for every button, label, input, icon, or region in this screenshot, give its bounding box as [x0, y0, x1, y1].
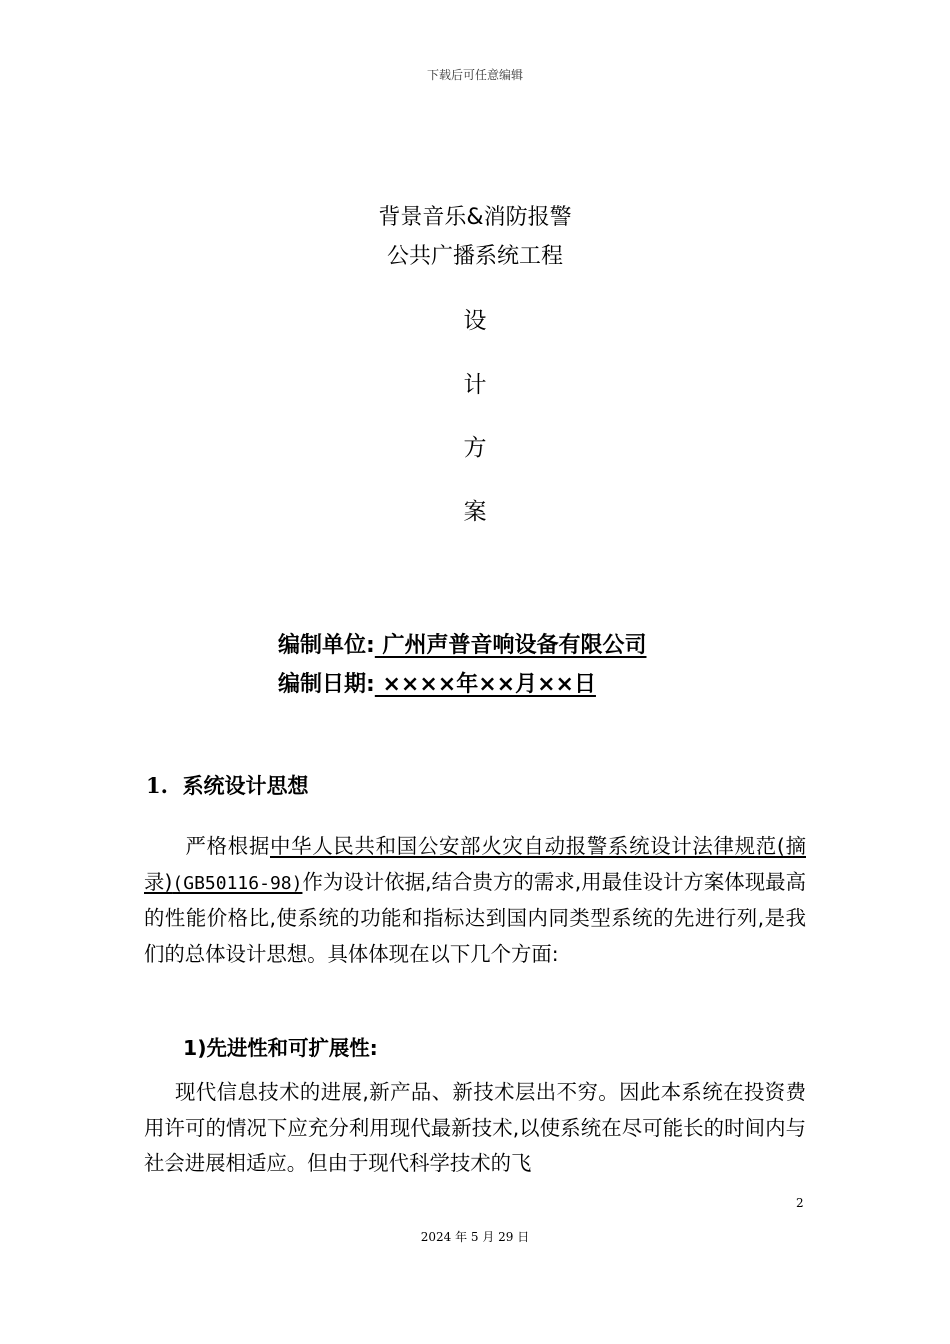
sub-heading-1: 1)先进性和可扩展性:	[183, 1036, 378, 1060]
page-number: 2	[796, 1196, 804, 1210]
meta-date-row	[278, 667, 596, 698]
regulation-code: (GB50116-98)	[172, 872, 303, 894]
meta-date-label: 编制日期:	[278, 672, 375, 697]
paragraph-1	[144, 829, 806, 972]
paragraph-1-body: 作为设计依据,结合贵方的需求,用最佳设计方案体现最高的性能价格比,使系统的功能和指标达到国内同类型系统的先进行列,是我们的总体设计思想。具体体现在以下几个方面:	[144, 869, 806, 966]
footer-date: 2024 年 5 月 29 日	[420, 1230, 530, 1244]
section-title: 系统设计思想	[182, 774, 309, 798]
vertical-title-char-3: 方	[463, 435, 487, 461]
section-number: 1.	[146, 773, 168, 798]
title-line-2: 公共广播系统工程	[386, 244, 563, 269]
paragraph-1-lead: 严格根据	[184, 834, 270, 858]
regulation-title: 中华人民共和国公安部火灾自动报警系统设计法律规范(摘录)	[144, 834, 806, 894]
meta-unit-label: 编制单位:	[278, 633, 375, 658]
meta-unit-value: 广州声普音响设备有限公司	[374, 633, 647, 658]
vertical-title-char-4: 案	[463, 499, 487, 525]
header-note: 下载后可任意编辑	[426, 68, 523, 82]
section-heading	[146, 770, 309, 800]
vertical-title-char-1: 设	[463, 308, 487, 334]
paragraph-2	[144, 1075, 806, 1182]
meta-unit-row	[278, 628, 646, 659]
paragraph-2-body: 现代信息技术的进展,新产品、新技术层出不穷。因此本系统在投资费用许可的情况下应充分利用现代最新技术,以使系统在尽可能长的时间内与社会进展相适应。但由于现代科学技术的飞	[144, 1080, 806, 1175]
vertical-title-char-2: 计	[463, 372, 487, 398]
meta-date-value: ××××年××月××日	[374, 672, 596, 697]
title-line-1: 背景音乐&消防报警	[378, 205, 572, 230]
